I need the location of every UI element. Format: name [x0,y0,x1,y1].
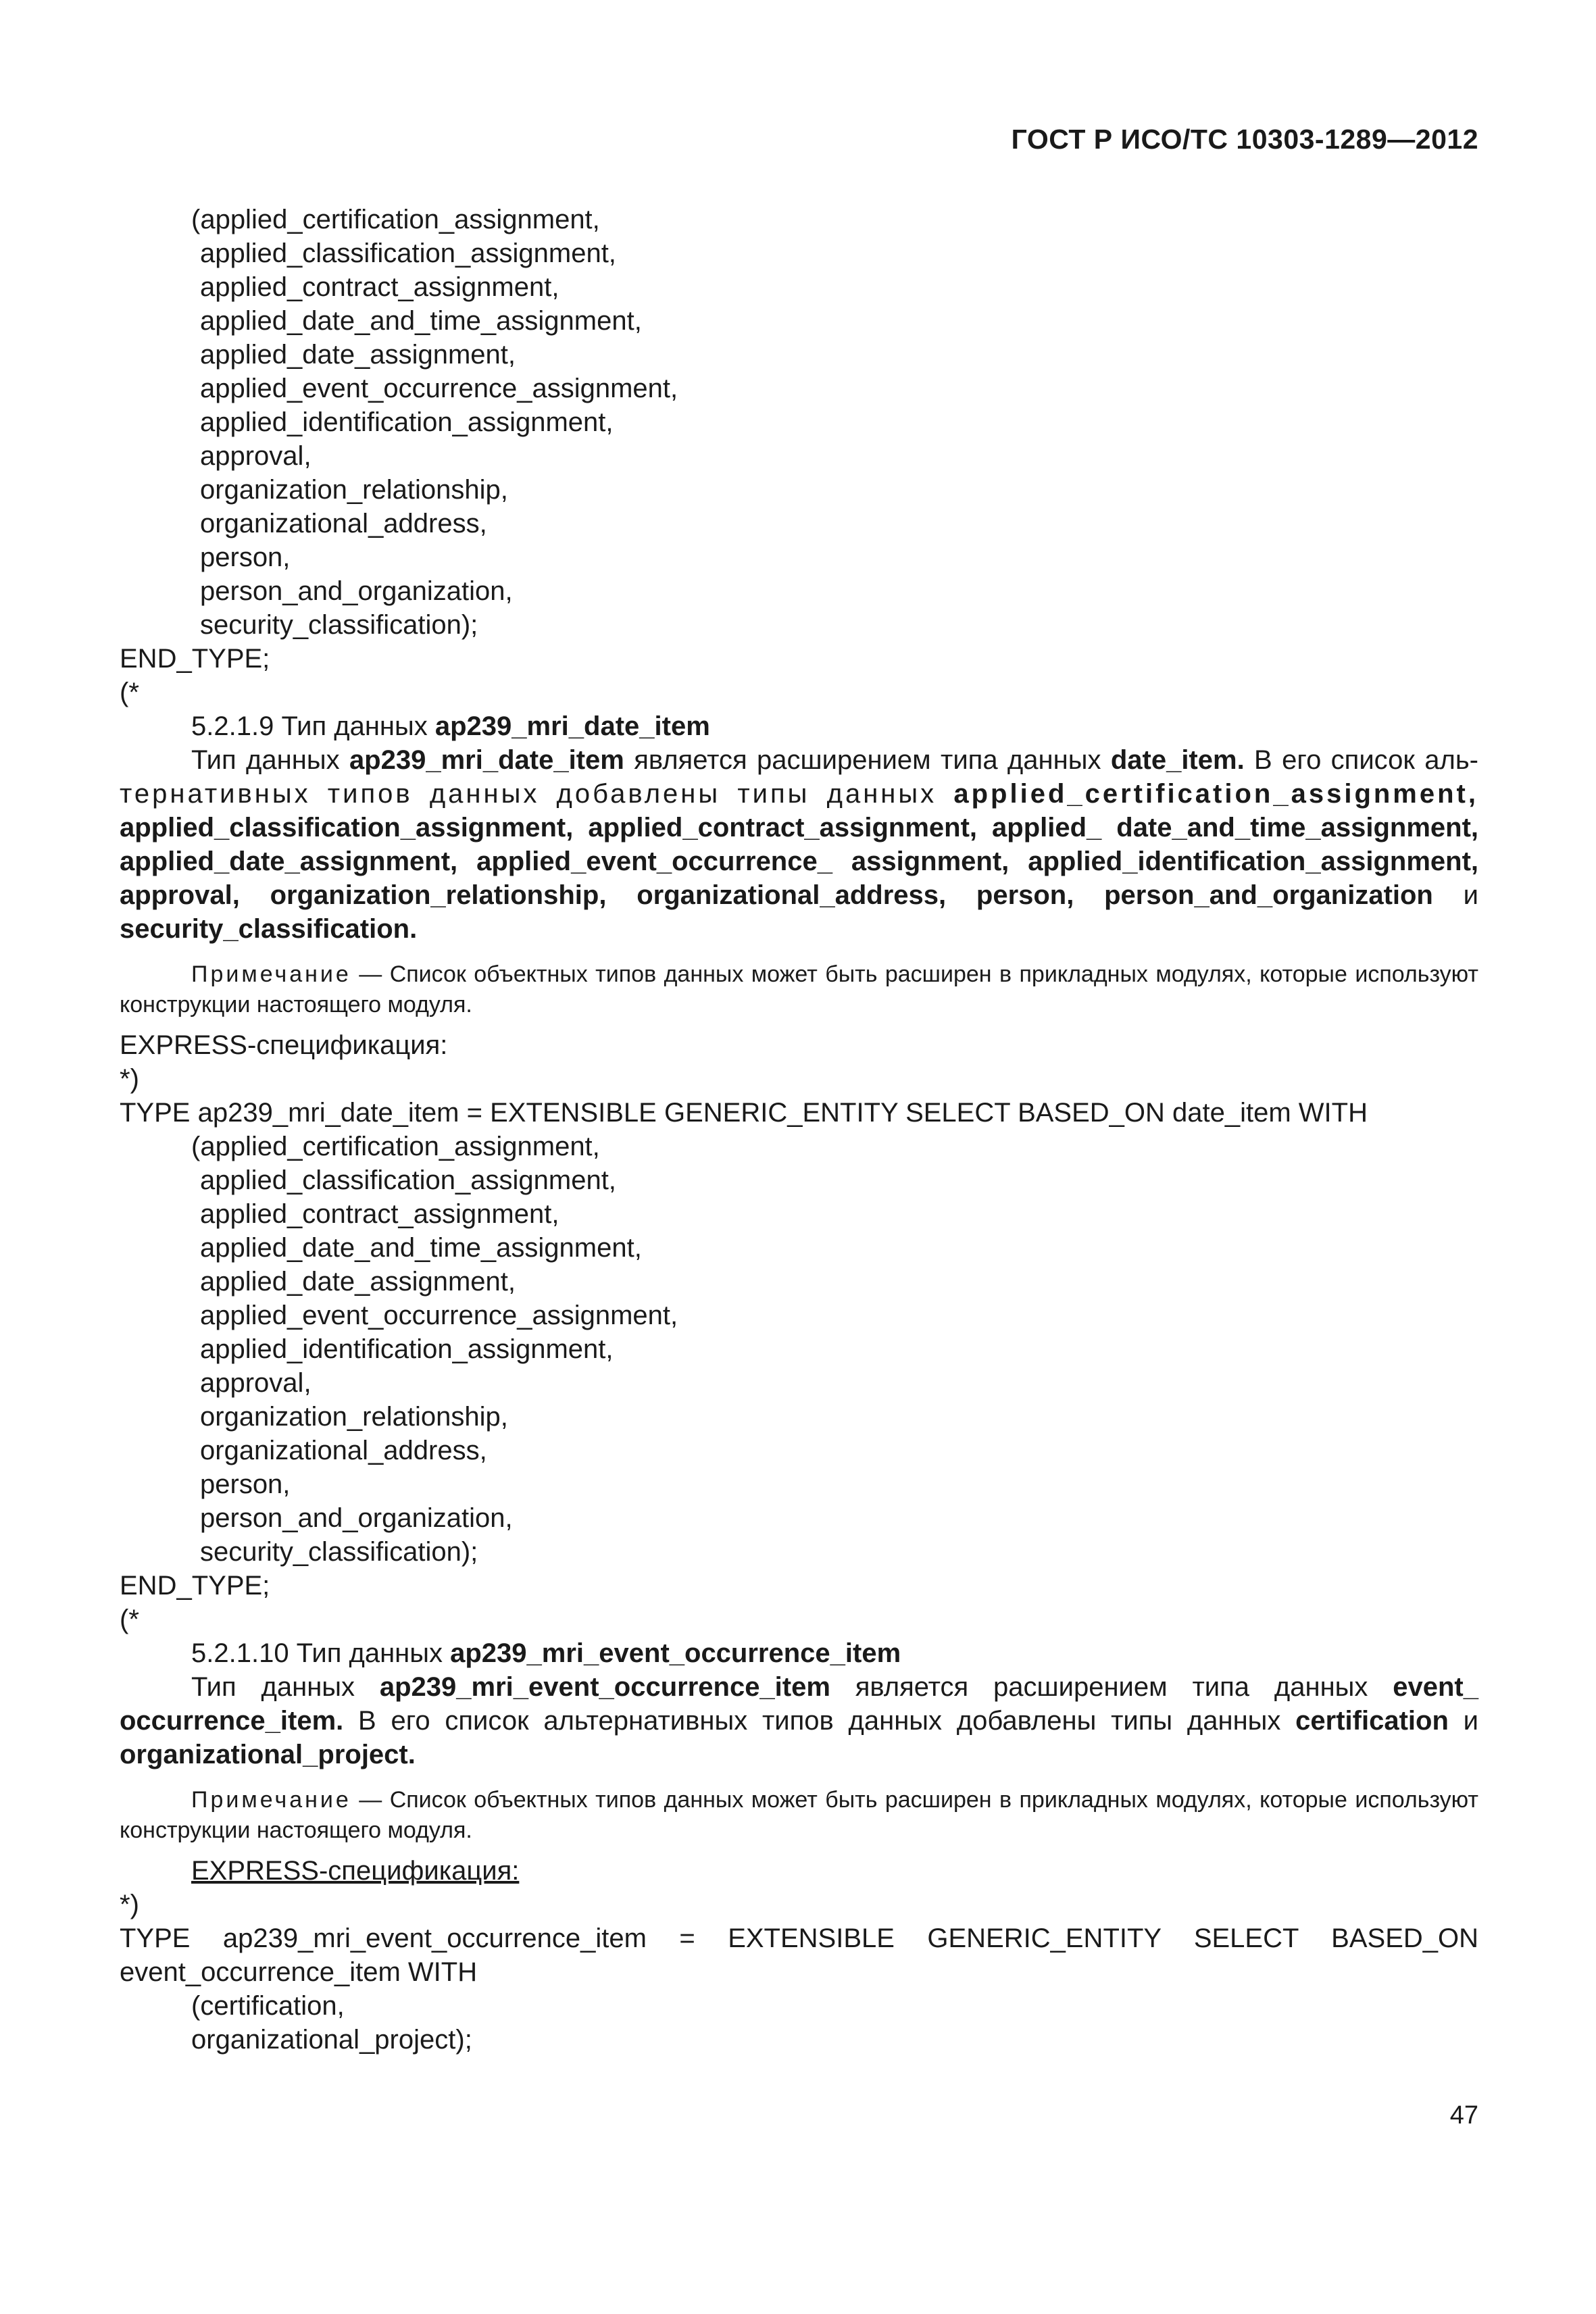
list-item: security_classification); [200,610,478,640]
end-type: END_TYPE; [120,1571,270,1601]
list-item: approval, [200,441,311,471]
section-entity-name: ap239_mri_date_item [434,711,710,741]
express-label: EXPRESS-спецификация: [120,1030,448,1060]
list-item: person, [200,1469,291,1499]
section-heading-5-2-1-10 [120,1636,1478,1670]
list-item: organizational_project); [191,2025,472,2055]
comment-open: (* [120,678,139,707]
text-run: и [1432,880,1478,910]
bold-run: security_classification. [120,914,418,944]
note [120,959,1478,1020]
bold-run: ap239_mri_date_item [349,745,624,775]
bold-run: applied_certification_assignment, [953,779,1478,809]
end-type: END_TYPE; [120,644,270,674]
note-label: Примечание [191,961,351,987]
list-item: (applied_certification_assignment, [191,205,600,234]
list-item: applied_event_occurrence_assignment, [200,1301,678,1330]
bold-run: certification [1295,1706,1449,1736]
document-body [120,203,1478,2057]
paragraph-line [120,743,1478,777]
text-run: Тип данных [191,1672,380,1702]
bold-run: event_ occurrence_item. [120,1672,1478,1736]
list-item: organizational_address, [200,509,487,538]
paragraph-rest [120,811,1478,946]
section-number: 5.2.1.10 Тип данных [191,1638,451,1668]
bold-run: ap239_mri_event_occurrence_item [379,1672,830,1702]
section-heading-5-2-1-9 [120,709,1478,743]
list-item: applied_date_assignment, [200,1267,516,1297]
text-run: В его список альтернативных типов данных добавлены типы данных [343,1706,1296,1736]
comment-close: *) [120,1890,139,1919]
express-label [120,1854,1478,1888]
text-run: тернативных типов данных добавлены типы данных [120,779,954,809]
express-label-text: EXPRESS-спецификация: [191,1856,520,1886]
text-run: является расширением типа данных [624,745,1111,775]
note-label: Примечание [191,1787,351,1813]
list-item: security_classification); [200,1537,478,1567]
select-list-2 [120,1130,1478,1569]
list-item: applied_contract_assignment, [200,1199,559,1229]
section-paragraph [120,1670,1478,1771]
comment-open: (* [120,1605,139,1634]
section-entity-name: ap239_mri_event_occurrence_item [450,1638,901,1668]
text-run: В его список аль- [1244,745,1478,775]
bold-run: date_item. [1110,745,1245,775]
list-item: organization_relationship, [200,475,508,505]
section-paragraph [120,743,1478,946]
page-number: 47 [1449,2101,1478,2130]
text-run: и [1448,1706,1478,1736]
list-item: applied_classification_assignment, [200,238,616,268]
list-item: applied_identification_assignment, [200,1334,614,1364]
list-item: person, [200,543,291,572]
list-item: applied_contract_assignment, [200,272,559,302]
list-item: applied_identification_assignment, [200,407,614,437]
list-item: organization_relationship, [200,1402,508,1432]
note-text: — Список объектных типов данных может быть расширен в прикладных модулях, которые используют конструкции настоящего модуля. [120,961,1478,1017]
paragraph-line [120,777,1478,811]
type-declaration: TYPE ap239_mri_date_item = EXTENSIBLE GENERIC_ENTITY SELECT BASED_ON date_item WITH [120,1098,1368,1128]
select-list-1 [120,203,1478,642]
list-item: approval, [200,1368,311,1398]
list-item: person_and_organization, [200,576,513,606]
list-item: applied_date_and_time_assignment, [200,306,642,336]
list-item: applied_date_and_time_assignment, [200,1233,642,1263]
list-item: (applied_certification_assignment, [191,1132,600,1161]
list-item: applied_classification_assignment, [200,1165,616,1195]
text-run: является расширением типа данных [830,1672,1393,1702]
list-item: organizational_address, [200,1436,487,1465]
list-item: applied_date_assignment, [200,340,516,370]
bold-run: applied_classification_assignment, applied_contract_assignment, applied_ date_and_time_assignment, applied_date_assignment, applied_event_occurrence_ assignment, applied_identification_assignment, approval, organization_relationship, organizational_address, person, person_and_organization [120,813,1478,910]
note-text: — Список объектных типов данных может быть расширен в прикладных модулях, которые используют конструкции настоящего модуля. [120,1787,1478,1843]
list-item: (certification, [191,1991,345,2021]
list-item: person_and_organization, [200,1503,513,1533]
section-number: 5.2.1.9 Тип данных [191,711,435,741]
note [120,1785,1478,1846]
bold-run: organizational_project. [120,1740,416,1769]
document-header: ГОСТ Р ИСО/ТС 10303-1289—2012 [1011,124,1478,155]
type-declaration: TYPE ap239_mri_event_occurrence_item = EXTENSIBLE GENERIC_ENTITY SELECT BASED_ON event_occurrence_item WITH [120,1923,1478,1987]
list-item: applied_event_occurrence_assignment, [200,374,678,403]
comment-close: *) [120,1064,139,1094]
text-run: Тип данных [191,745,349,775]
